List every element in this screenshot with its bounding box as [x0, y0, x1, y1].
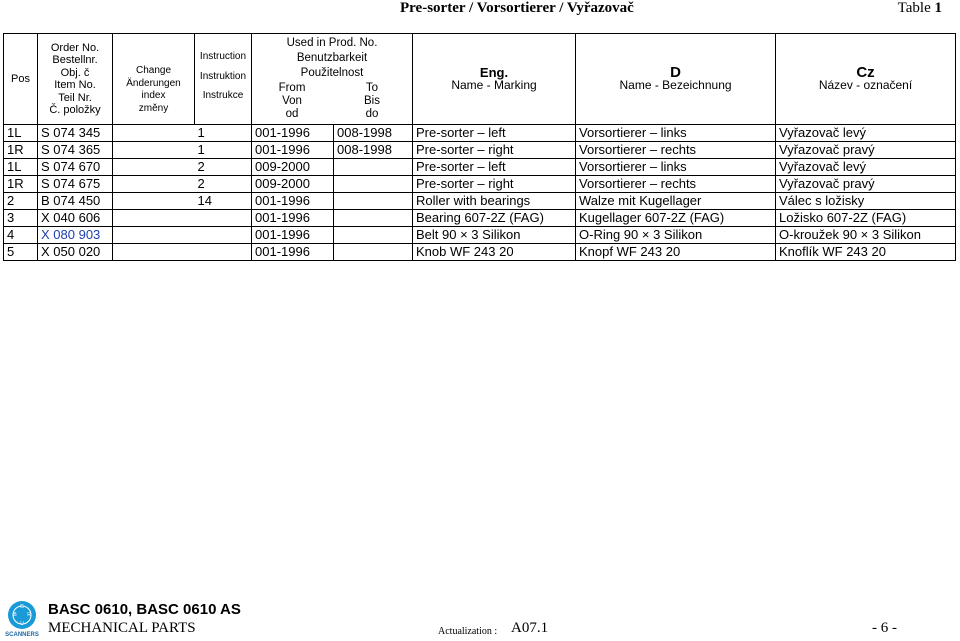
cell-from: 001-1996	[252, 227, 334, 244]
cell-from: 009-2000	[252, 159, 334, 176]
cell-instruction: 2	[195, 176, 252, 193]
cell-eng: Roller with bearings	[413, 193, 576, 210]
cell-change	[113, 210, 195, 227]
cell-de: Vorsortierer – links	[576, 159, 776, 176]
table-row	[4, 125, 956, 142]
cell-cz: Vyřazovač levý	[776, 125, 956, 142]
table-label	[898, 0, 942, 17]
table-row	[4, 159, 956, 176]
header-eng: Eng. Name - Marking	[413, 34, 576, 125]
logo-letter-4: B	[13, 612, 17, 618]
cell-de: Vorsortierer – rechts	[576, 176, 776, 193]
cell-from: 001-1996	[252, 244, 334, 261]
cell-de: Walze mit Kugellager	[576, 193, 776, 210]
cell-to	[334, 159, 413, 176]
table-row	[4, 227, 956, 244]
grub-logo	[2, 598, 42, 638]
cell-eng: Belt 90 × 3 Silikon	[413, 227, 576, 244]
footer-actualization-label: Actualization :	[438, 626, 498, 637]
cell-cz: Válec s ložisky	[776, 193, 956, 210]
cell-eng: Bearing 607-2Z (FAG)	[413, 210, 576, 227]
cell-order-no: B 074 450	[38, 193, 113, 210]
cell-cz: Knoflík WF 243 20	[776, 244, 956, 261]
cell-change	[113, 176, 195, 193]
cell-instruction	[195, 227, 252, 244]
footer-section: MECHANICAL PARTS	[48, 620, 196, 636]
cell-instruction: 2	[195, 159, 252, 176]
cell-pos: 2	[4, 193, 38, 210]
cell-to: 008-1998	[334, 142, 413, 159]
cell-instruction	[195, 210, 252, 227]
cell-eng: Knob WF 243 20	[413, 244, 576, 261]
cell-from: 001-1996	[252, 193, 334, 210]
table-row	[4, 193, 956, 210]
parts-table	[3, 33, 956, 261]
cell-order-no: X 040 606	[38, 210, 113, 227]
cell-eng: Pre-sorter – left	[413, 125, 576, 142]
table-label-text: Table	[897, 0, 931, 16]
logo-letter-1: G	[20, 604, 24, 610]
cell-to	[334, 244, 413, 261]
table-row	[4, 142, 956, 159]
cell-pos: 4	[4, 227, 38, 244]
cell-from: 009-2000	[252, 176, 334, 193]
cell-change	[113, 227, 195, 244]
cell-to	[334, 176, 413, 193]
cell-instruction: 14	[195, 193, 252, 210]
cell-instruction: 1	[195, 142, 252, 159]
cell-pos: 5	[4, 244, 38, 261]
header-cz: Cz Název - označení	[776, 34, 956, 125]
logo-letter-3: U	[20, 621, 24, 627]
cell-de: Vorsortierer – links	[576, 125, 776, 142]
cell-to	[334, 227, 413, 244]
cell-pos: 1R	[4, 142, 38, 159]
footer-product: BASC 0610, BASC 0610 AS	[48, 601, 241, 618]
cell-order-no: S 074 675	[38, 176, 113, 193]
header-from: From	[278, 82, 306, 94]
cell-order-no: X 050 020	[38, 244, 113, 261]
cell-de: O-Ring 90 × 3 Silikon	[576, 227, 776, 244]
table-row	[4, 176, 956, 193]
cell-de: Kugellager 607-2Z (FAG)	[576, 210, 776, 227]
cell-from: 001-1996	[252, 142, 334, 159]
cell-eng: Pre-sorter – right	[413, 142, 576, 159]
cell-cz: Vyřazovač pravý	[776, 142, 956, 159]
cell-de: Vorsortierer – rechts	[576, 142, 776, 159]
cell-from: 001-1996	[252, 125, 334, 142]
header-pos: Pos	[4, 34, 38, 125]
cell-pos: 1L	[4, 125, 38, 142]
cell-change	[113, 159, 195, 176]
header-change: Change Änderungen index změny	[113, 34, 195, 125]
cell-to	[334, 210, 413, 227]
header-order-no: Order No. Bestellnr. Obj. č Item No. Teil Nr. Č. položky	[38, 34, 113, 125]
page-title: Pre-sorter / Vorsortierer / Vyřazovač	[400, 0, 634, 16]
cell-cz: Vyřazovač levý	[776, 159, 956, 176]
cell-instruction: 1	[195, 125, 252, 142]
cell-order-no: S 074 365	[38, 142, 113, 159]
table-number: 1	[934, 0, 942, 16]
header-instruction: Instruction Instruktion Instrukce	[195, 34, 252, 125]
table-header-row	[4, 34, 956, 125]
cell-change	[113, 244, 195, 261]
table-row	[4, 244, 956, 261]
cell-pos: 1L	[4, 159, 38, 176]
cell-change	[113, 142, 195, 159]
cell-to	[334, 193, 413, 210]
cell-cz: O-kroužek 90 × 3 Silikon	[776, 227, 956, 244]
cell-eng: Pre-sorter – left	[413, 159, 576, 176]
footer-page-number: - 6 -	[872, 620, 897, 636]
cell-pos: 3	[4, 210, 38, 227]
cell-change	[113, 125, 195, 142]
logo-text: SCANNERS	[5, 632, 39, 638]
cell-to: 008-1998	[334, 125, 413, 142]
table-row	[4, 210, 956, 227]
cell-order-no: S 074 670	[38, 159, 113, 176]
cell-pos: 1R	[4, 176, 38, 193]
header-to: To	[365, 82, 379, 94]
header-used-in: Used in Prod. No. Benutzbarkeit Použitelnost From To Von Bis od do	[252, 34, 413, 125]
cell-order-no[interactable]: X 080 903	[38, 227, 113, 244]
logo-letter-2: R	[27, 612, 31, 618]
footer-version: A07.1	[511, 620, 549, 636]
cell-from: 001-1996	[252, 210, 334, 227]
header-de: D Name - Bezeichnung	[576, 34, 776, 125]
cell-de: Knopf WF 243 20	[576, 244, 776, 261]
cell-cz: Vyřazovač pravý	[776, 176, 956, 193]
cell-eng: Pre-sorter – right	[413, 176, 576, 193]
cell-change	[113, 193, 195, 210]
cell-cz: Ložisko 607-2Z (FAG)	[776, 210, 956, 227]
cell-order-no: S 074 345	[38, 125, 113, 142]
cell-instruction	[195, 244, 252, 261]
